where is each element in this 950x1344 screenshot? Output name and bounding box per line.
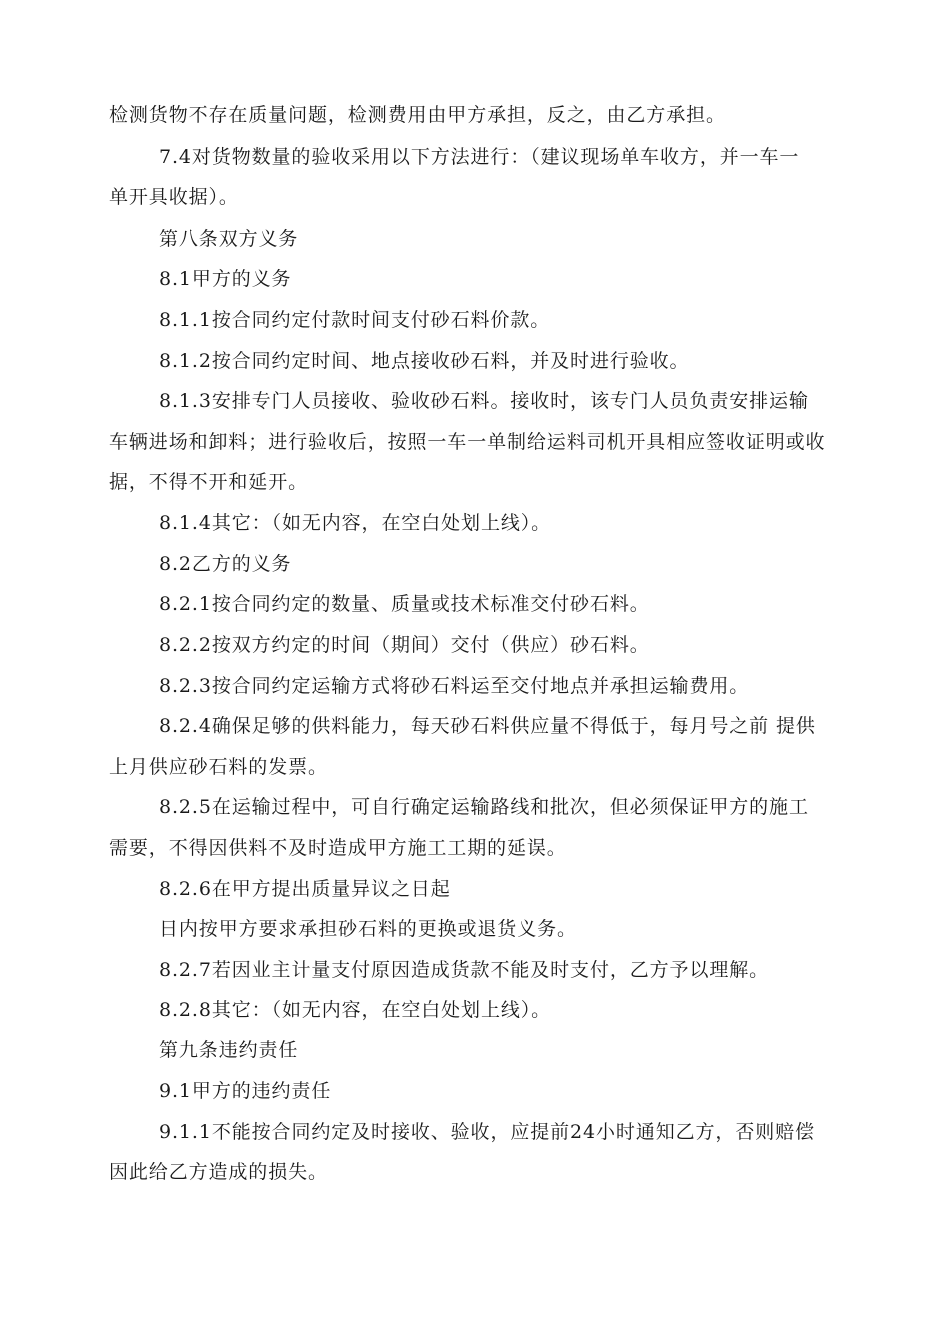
paragraph-line: 7.4对货物数量的验收采用以下方法进行：（建议现场单车收方，并一车一 <box>159 146 800 168</box>
paragraph-line: 日内按甲方要求承担砂石料的更换或退货义务。 <box>159 918 577 940</box>
clause-line: 8.1.4其它：（如无内容，在空白处划上线）。 <box>159 512 552 534</box>
subsection-heading: 9.1甲方的违约责任 <box>159 1080 332 1102</box>
paragraph-line: 检测货物不存在质量问题，检测费用由甲方承担，反之，由乙方承担。 <box>109 104 726 126</box>
clause-line: 8.2.4确保足够的供料能力，每天砂石料供应量不得低于，每月号之前 提供 <box>159 715 816 737</box>
clause-line: 8.1.2按合同约定时间、地点接收砂石料，并及时进行验收。 <box>159 350 690 372</box>
subsection-heading: 8.2乙方的义务 <box>159 553 292 575</box>
clause-line: 8.1.1按合同约定付款时间支付砂石料价款。 <box>159 309 551 331</box>
clause-line: 8.2.7若因业主计量支付原因造成货款不能及时支付，乙方予以理解。 <box>159 959 770 981</box>
subsection-heading: 8.1甲方的义务 <box>159 268 292 290</box>
clause-line: 8.2.6在甲方提出质量异议之日起 <box>159 878 451 900</box>
paragraph-line: 车辆进场和卸料；进行验收后，按照一车一单制给运料司机开具相应签收证明或收 <box>109 431 826 453</box>
clause-line: 8.2.5在运输过程中，可自行确定运输路线和批次，但必须保证甲方的施工 <box>159 796 809 818</box>
paragraph-line: 上月供应砂石料的发票。 <box>109 756 328 778</box>
paragraph-line: 需要，不得因供料不及时造成甲方施工工期的延误。 <box>109 837 567 859</box>
section-heading: 第八条双方义务 <box>159 228 299 250</box>
paragraph-line: 据，不得不开和延开。 <box>109 471 309 493</box>
clause-line: 8.2.8其它：（如无内容，在空白处划上线）。 <box>159 999 552 1021</box>
paragraph-line: 单开具收据）。 <box>109 186 239 208</box>
clause-line: 9.1.1不能按合同约定及时接收、验收，应提前24小时通知乙方，否则赔偿 <box>159 1121 815 1143</box>
clause-line: 8.2.3按合同约定运输方式将砂石料运至交付地点并承担运输费用。 <box>159 675 750 697</box>
section-heading: 第九条违约责任 <box>159 1039 299 1061</box>
clause-line: 8.2.1按合同约定的数量、质量或技术标准交付砂石料。 <box>159 593 650 615</box>
paragraph-line: 因此给乙方造成的损失。 <box>109 1161 328 1183</box>
clause-line: 8.2.2按双方约定的时间（期间）交付（供应）砂石料。 <box>159 634 650 656</box>
clause-line: 8.1.3安排专门人员接收、验收砂石料。接收时，该专门人员负责安排运输 <box>159 390 809 412</box>
